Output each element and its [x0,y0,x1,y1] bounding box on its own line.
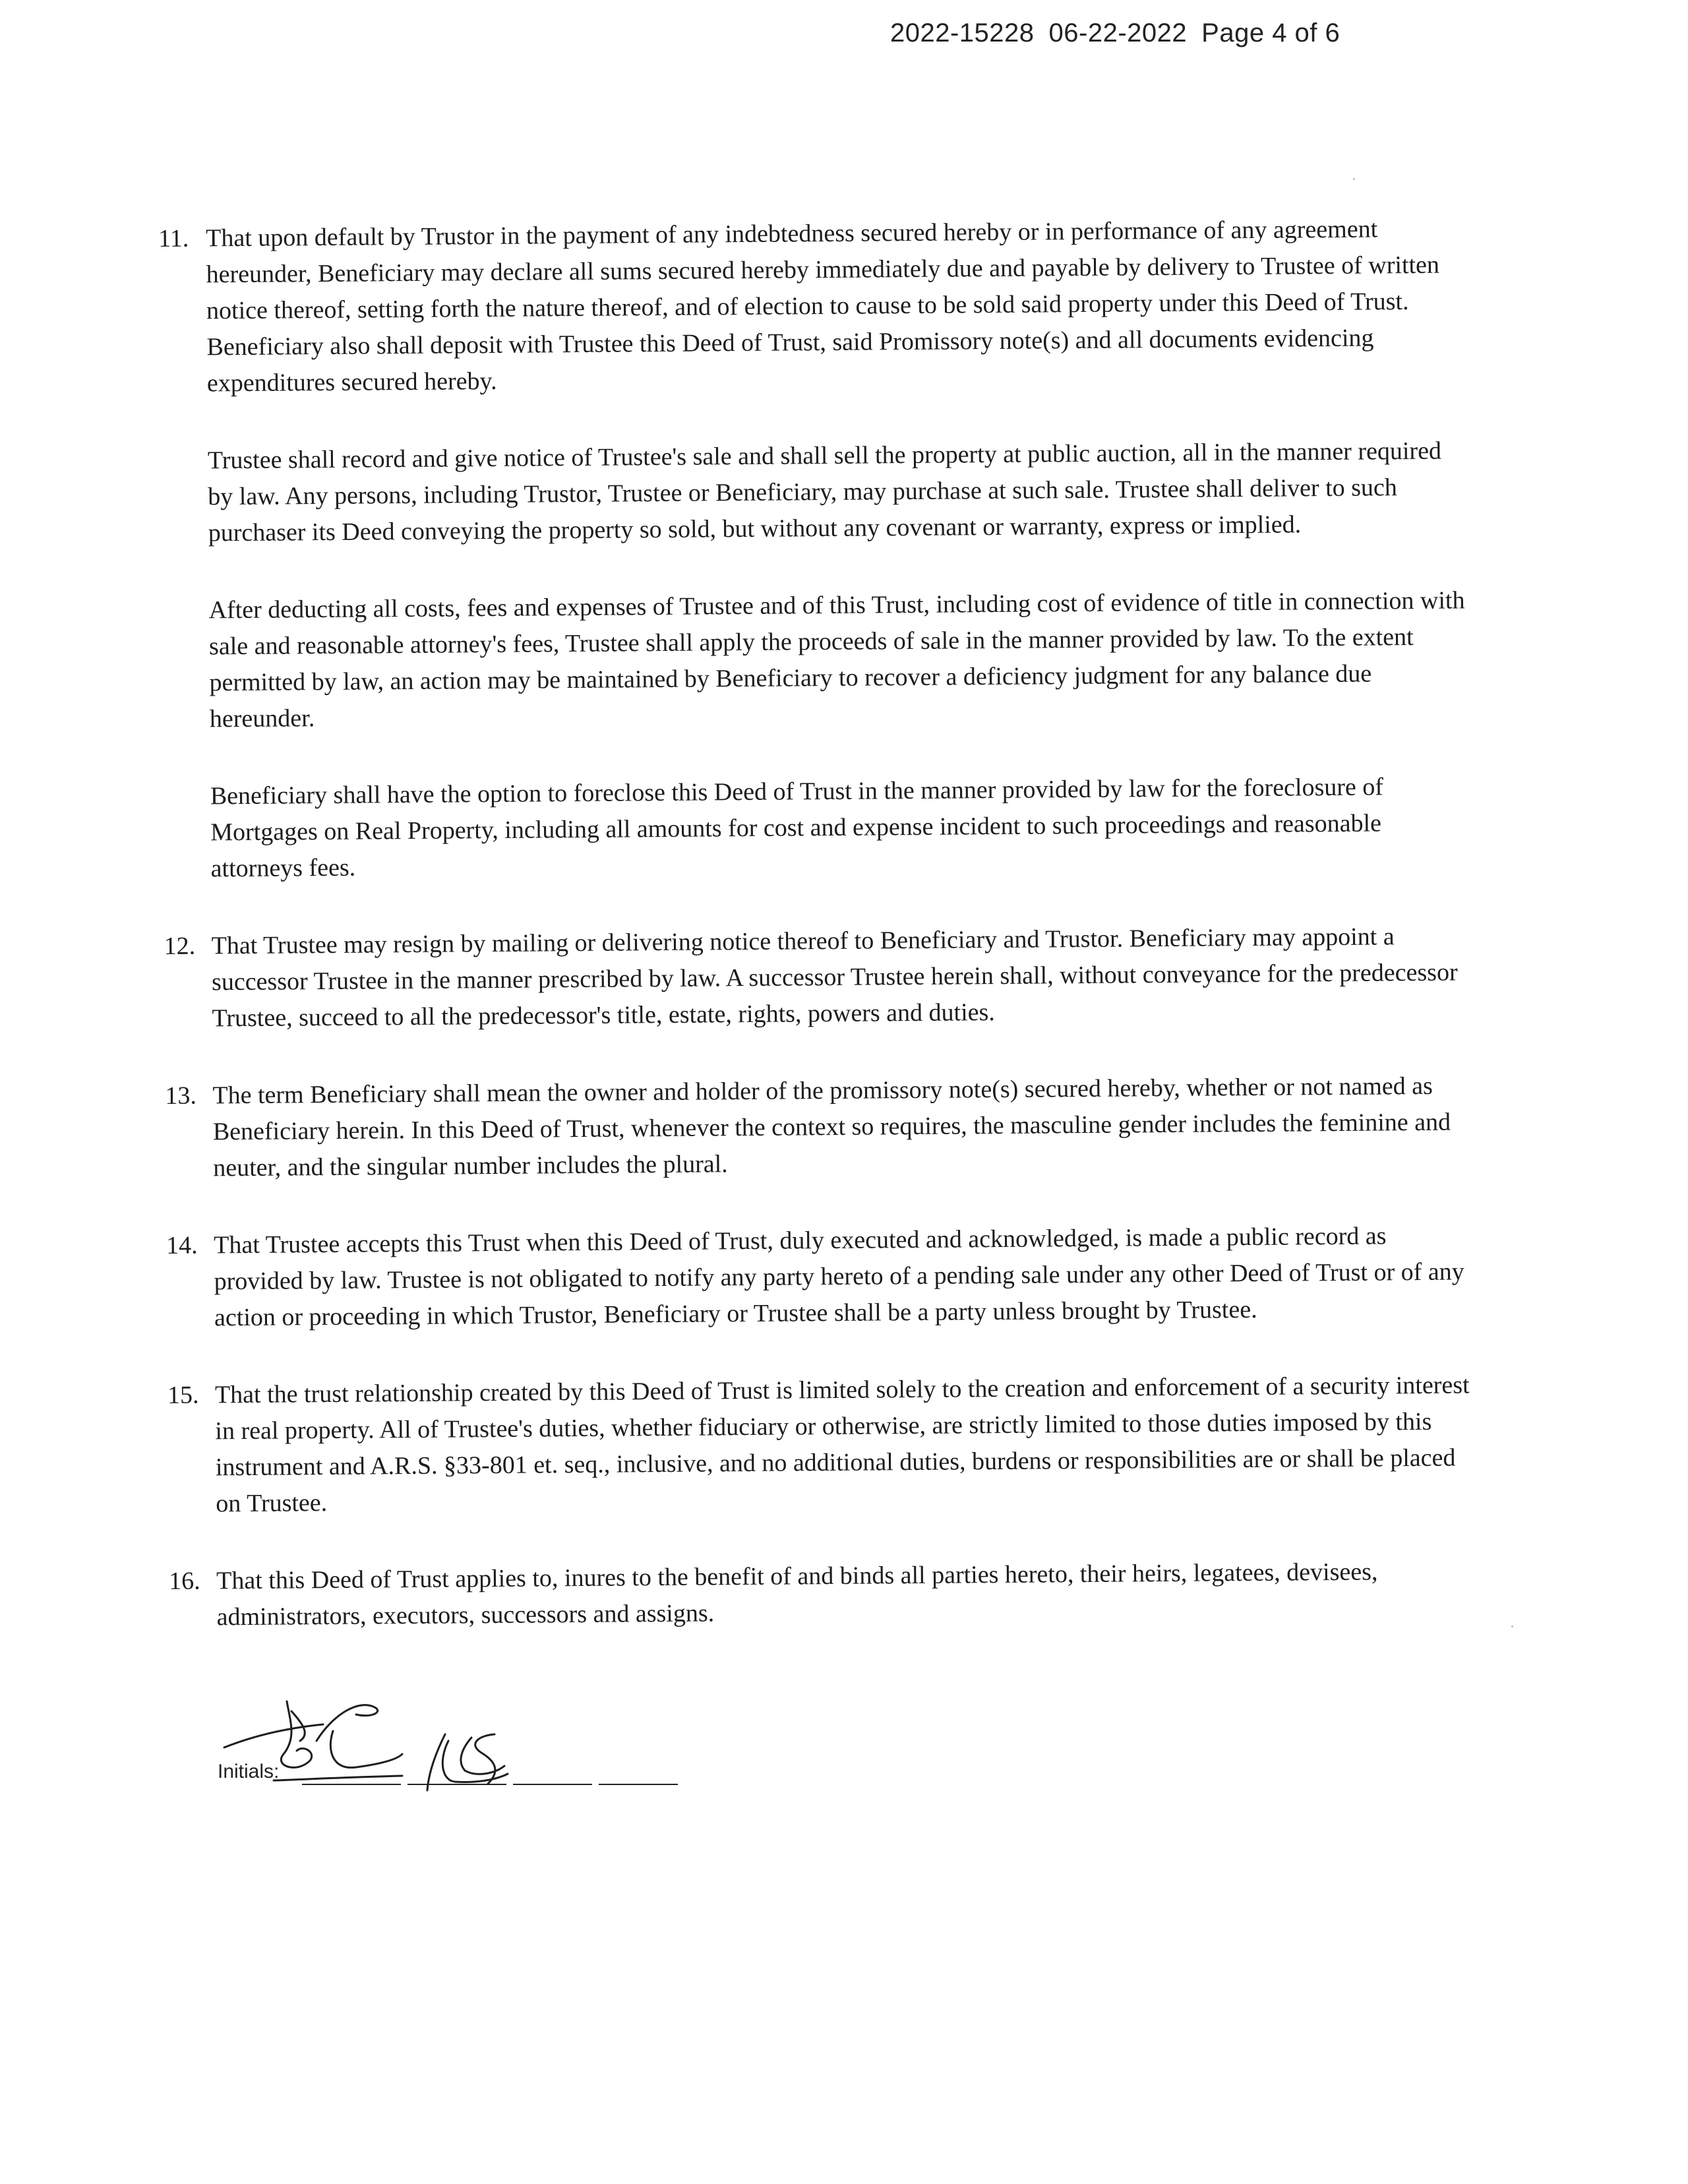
clause-15 [167,1367,1481,1523]
initials-label: Initials: [218,1761,280,1782]
clause-14 [166,1217,1479,1337]
clause-11-paragraph-2: Trustee shall record and give notice of Trustee's sale and shall sell the property at public auction, all in the manner required by law. Any persons, including Trustor, Trustee or Beneficiary, may purchase at such sale. Trustee shall deliver to such purchaser its Deed conveying the property so sold, but without any covenant or warranty, express or implied. [207,437,1442,547]
clause-number: 13. [165,1081,197,1110]
recording-date: 06-22-2022 [1048,18,1188,47]
scan-speck [1511,1625,1513,1627]
clause-number: 15. [167,1381,199,1409]
clause-text: That this Deed of Trust applies to, inures to the benefit of and binds all parties hereto, their heirs, legatees, devisees, administrators, executors, successors and assigns. [216,1558,1378,1631]
clause-16 [169,1553,1482,1636]
clause-number: 11. [158,224,189,253]
initials-block [218,1688,679,1794]
clause-text: That Trustee may resign by mailing or delivering notice thereof to Beneficiary and Trustor. Beneficiary may appoint a successor Trustee in the manner prescribed by law. A successor Trustee herein shall, without conveyance for the predecessor Trustee, succeed to all the predecessor's title, estate, rights, powers and duties. [211,923,1458,1033]
clause-11 [158,210,1472,402]
clause-13 [165,1068,1478,1187]
clause-text: That upon default by Trustor in the payment of any indebtedness secured hereby or in performance of any agreement hereunder, Beneficiary may declare all sums secured hereby immediately due and payable by delivery to Trustee of written notice thereof, setting forth the nature thereof, and of election to cause to be sold said property under this Deed of Trust. Beneficiary also shall deposit with Trustee this Deed of Trust, said Promissory note(s) and all documents evidencing expenditures secured hereby. [206,215,1440,398]
clause-number: 12. [164,932,196,960]
handwritten-initials-signature [218,1688,679,1794]
clause-text: That the trust relationship created by this Deed of Trust is limited solely to the creation and enforcement of a security interest in real property. All of Trustee's duties, whether fiduciary or otherwise, are strictly limited to those duties imposed by this instrument and A.R.S. §33-801 et. seq., inclusive, and no additional duties, burdens or responsibilities are or shall be placed on Trustee. [214,1371,1470,1518]
page-indicator: Page 4 of 6 [1201,18,1341,47]
clause-11-paragraph-3: After deducting all costs, fees and expenses of Trustee and of this Trust, including cost of evidence of title in connection with sale and reasonable attorney's fees, Trustee shall apply the proceeds of sale in the manner provided by law. To the extent permitted by law, an action may be maintained by Beneficiary to recover a deficiency judgment for any balance due hereunder. [208,586,1465,733]
deed-of-trust-body [158,210,1482,1677]
clause-number: 16. [169,1567,200,1595]
document-number: 2022-15228 [890,18,1035,47]
clause-text: The term Beneficiary shall mean the owner and holder of the promissory note(s) secured hereby, whether or not named as Beneficiary herein. In this Deed of Trust, whenever the context so requires, the masculine gender includes the feminine and neuter, and the singular number includes the plural. [212,1072,1451,1182]
clause-text: That Trustee accepts this Trust when this Deed of Trust, duly executed and acknowledged, is made a public record as provided by law. Trustee is not obligated to notify any party hereto of a pending sale under any other Deed of Trust or of any action or proceeding in which Trustor, Beneficiary or Trustee shall be a party unless brought by Trustee. [214,1222,1464,1332]
scan-speck [1353,178,1355,180]
recording-stamp [890,18,1354,48]
clause-number: 14. [166,1231,198,1259]
clause-12 [164,918,1476,1037]
clause-11-paragraph-4: Beneficiary shall have the option to foreclose this Deed of Trust in the manner provided by law for the foreclosure of Mortgages on Real Property, including all amounts for cost and expense incident to such proceedings and reasonable attorneys fees. [210,773,1384,883]
